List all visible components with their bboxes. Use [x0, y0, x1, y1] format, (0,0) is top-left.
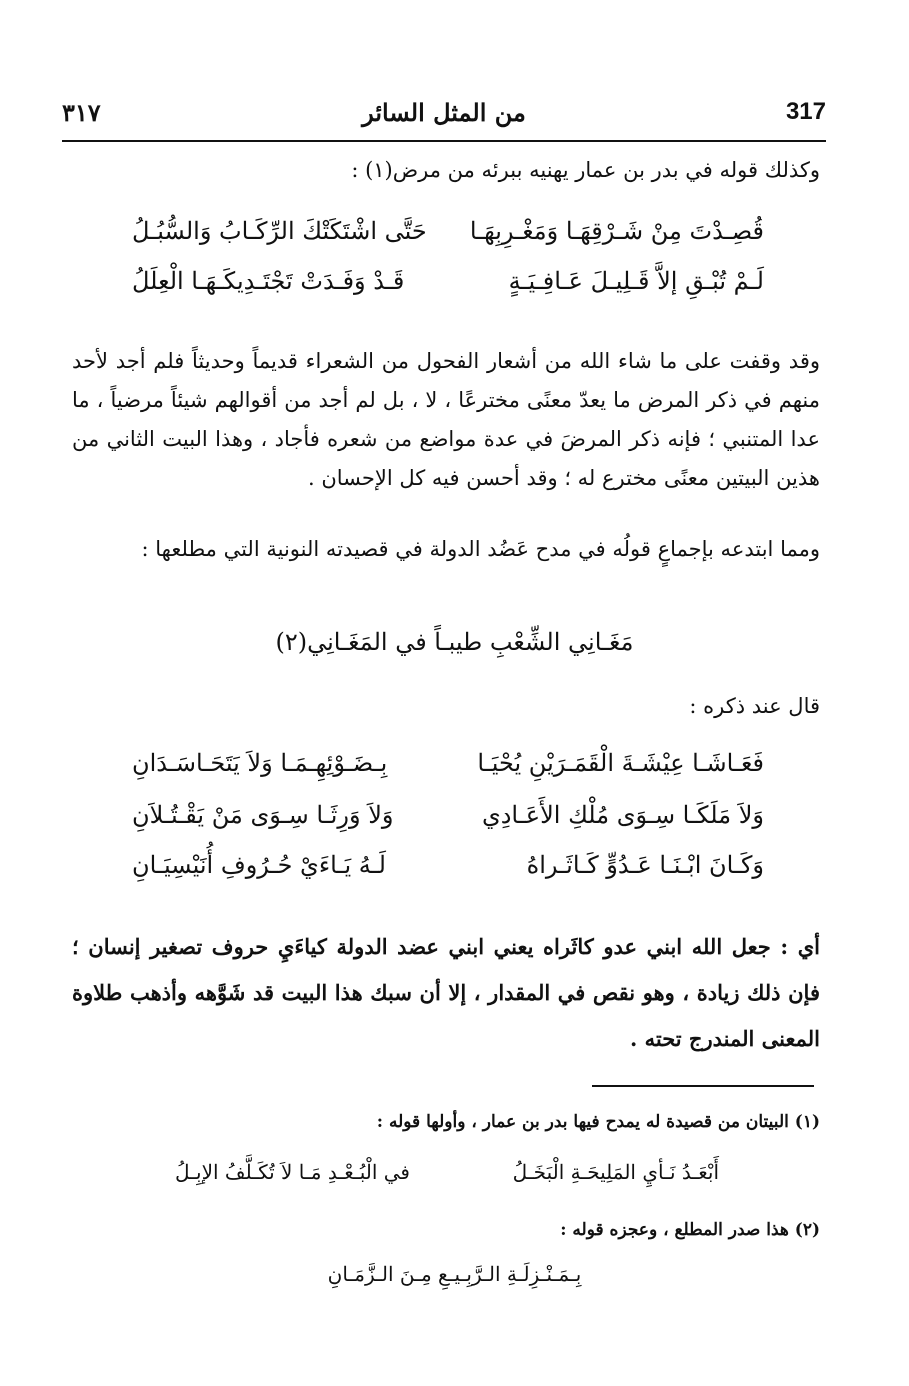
hemistich-left: حَتَّى اشْتَكَتْكَ الرِّكَـابُ وَالسُّبُـلُ [132, 217, 427, 245]
verse-line [0, 208, 909, 254]
footnote-2: (٢) هذا صدر المطلع ، وعجزه قوله : [560, 1220, 820, 1240]
hemistich-left: في الْبُـعْـدِ مَـا لاَ تُكَـلَّفُ الإبِـلُ [175, 1160, 410, 1184]
verse-line [0, 842, 909, 888]
verse-line [0, 792, 909, 838]
header-rule [62, 140, 826, 142]
verse-line [0, 258, 909, 304]
footnote-1-verse [0, 1152, 909, 1192]
said-line: قال عند ذكره : [689, 694, 820, 718]
footnote-rule [592, 1085, 814, 1087]
footnote-2-line: بِـمَـنْـزِلَـةِ الـرَّبِـيـعِ مِـنَ الـزَّمَـانِ [327, 1262, 582, 1286]
hemistich-left: لَـهُ يَـاءَيْ حُـرُوفِ أُنَيْسِيَـانِ [132, 851, 386, 879]
hemistich-right: أَبْعَـدُ نَـأيِ المَلِيحَـةِ الْبَخَـلُ [512, 1160, 719, 1184]
hemistich-right: قُصِـدْتَ مِنْ شَـرْقِهَـا وَمَغْـرِبِهَـا [469, 217, 764, 245]
paragraph-1: وقد وقفت على ما شاء الله من أشعار الفحول من الشعراء قديماً وحديثاً فلم أجد لأحد منهم في ذكر المرض ما يعدّ معنًى مخترعًا ، لا ، بل لم أجد من أقوالهم شيئاً مرضياً ، ما عدا المتنبي ؛ فإنه ذكر المرضَ في عدة مواضع من شعره فأجاد ، وهذا البيت الثاني من هذين البيتين معنًى مخترع له ؛ وقد أحسن فيه كل الإحسان . [72, 349, 820, 490]
hemistich-right: وَكَـانَ ابْـنَـا عَـدُوٍّ كَـاثَـراهُ [526, 851, 764, 879]
footnote-1: (١) البيتان من قصيدة له يمدح فيها بدر بن عمار ، وأولها قوله : [376, 1112, 820, 1132]
hemistich-right: فَعَـاشَـا عِيْشَـةَ الْقَمَـرَيْنِ يُحْيَـا [477, 749, 764, 777]
hemistich-left: قَـدْ وَفَـدَتْ تَجْتَـدِيكَـهَـا الْعِلَلُ [132, 267, 405, 295]
intro-line: وكذلك قوله في بدر بن عمار يهنيه ببرئه من مرض(١) : [351, 158, 820, 182]
page-header [62, 92, 826, 140]
hemistich-left: بِـضَـوْئِهِـمَـا وَلاَ يَتَحَـاسَـدَانِ [132, 749, 388, 777]
hemistich-right: وَلاَ مَلَكَـا سِـوَى مُلْكِ الأَعَـادِي [481, 801, 764, 829]
verse-line [0, 740, 909, 786]
opening-hemistich: مَغَـانِي الشِّعْبِ طيبـاً في المَغَـانِي(٢) [275, 628, 634, 656]
running-title: من المثل السائر [362, 98, 526, 127]
paragraph-2: ومما ابتدعه بإجماعٍ قولُه في مدح عَضُد الدولة في قصيدته النونية التي مطلعها : [141, 537, 820, 561]
page-number-arabic: ٣١٧ [62, 98, 101, 127]
paragraph-3: أي : جعل الله ابني عدو كاثَراه يعني ابني عضد الدولة كياءَيِ حروف تصغير إنسان ؛ فإن ذلك زيادة ، وهو نقص في المقدار ، إلا أن سبك هذا البيت قد شَوَّهه وأذهب طلاوة المعنى المندرج تحته . [72, 934, 820, 1051]
page-number-latin: 317 [785, 98, 826, 125]
hemistich-right: لَـمْ تُبْـقِ إلاَّ قَـلِيـلَ عَـافِـيَـةٍ [508, 267, 764, 295]
hemistich-left: وَلاَ وَرِثَـا سِـوَى مَنْ يَقْـتُـلاَنِ [132, 801, 394, 829]
